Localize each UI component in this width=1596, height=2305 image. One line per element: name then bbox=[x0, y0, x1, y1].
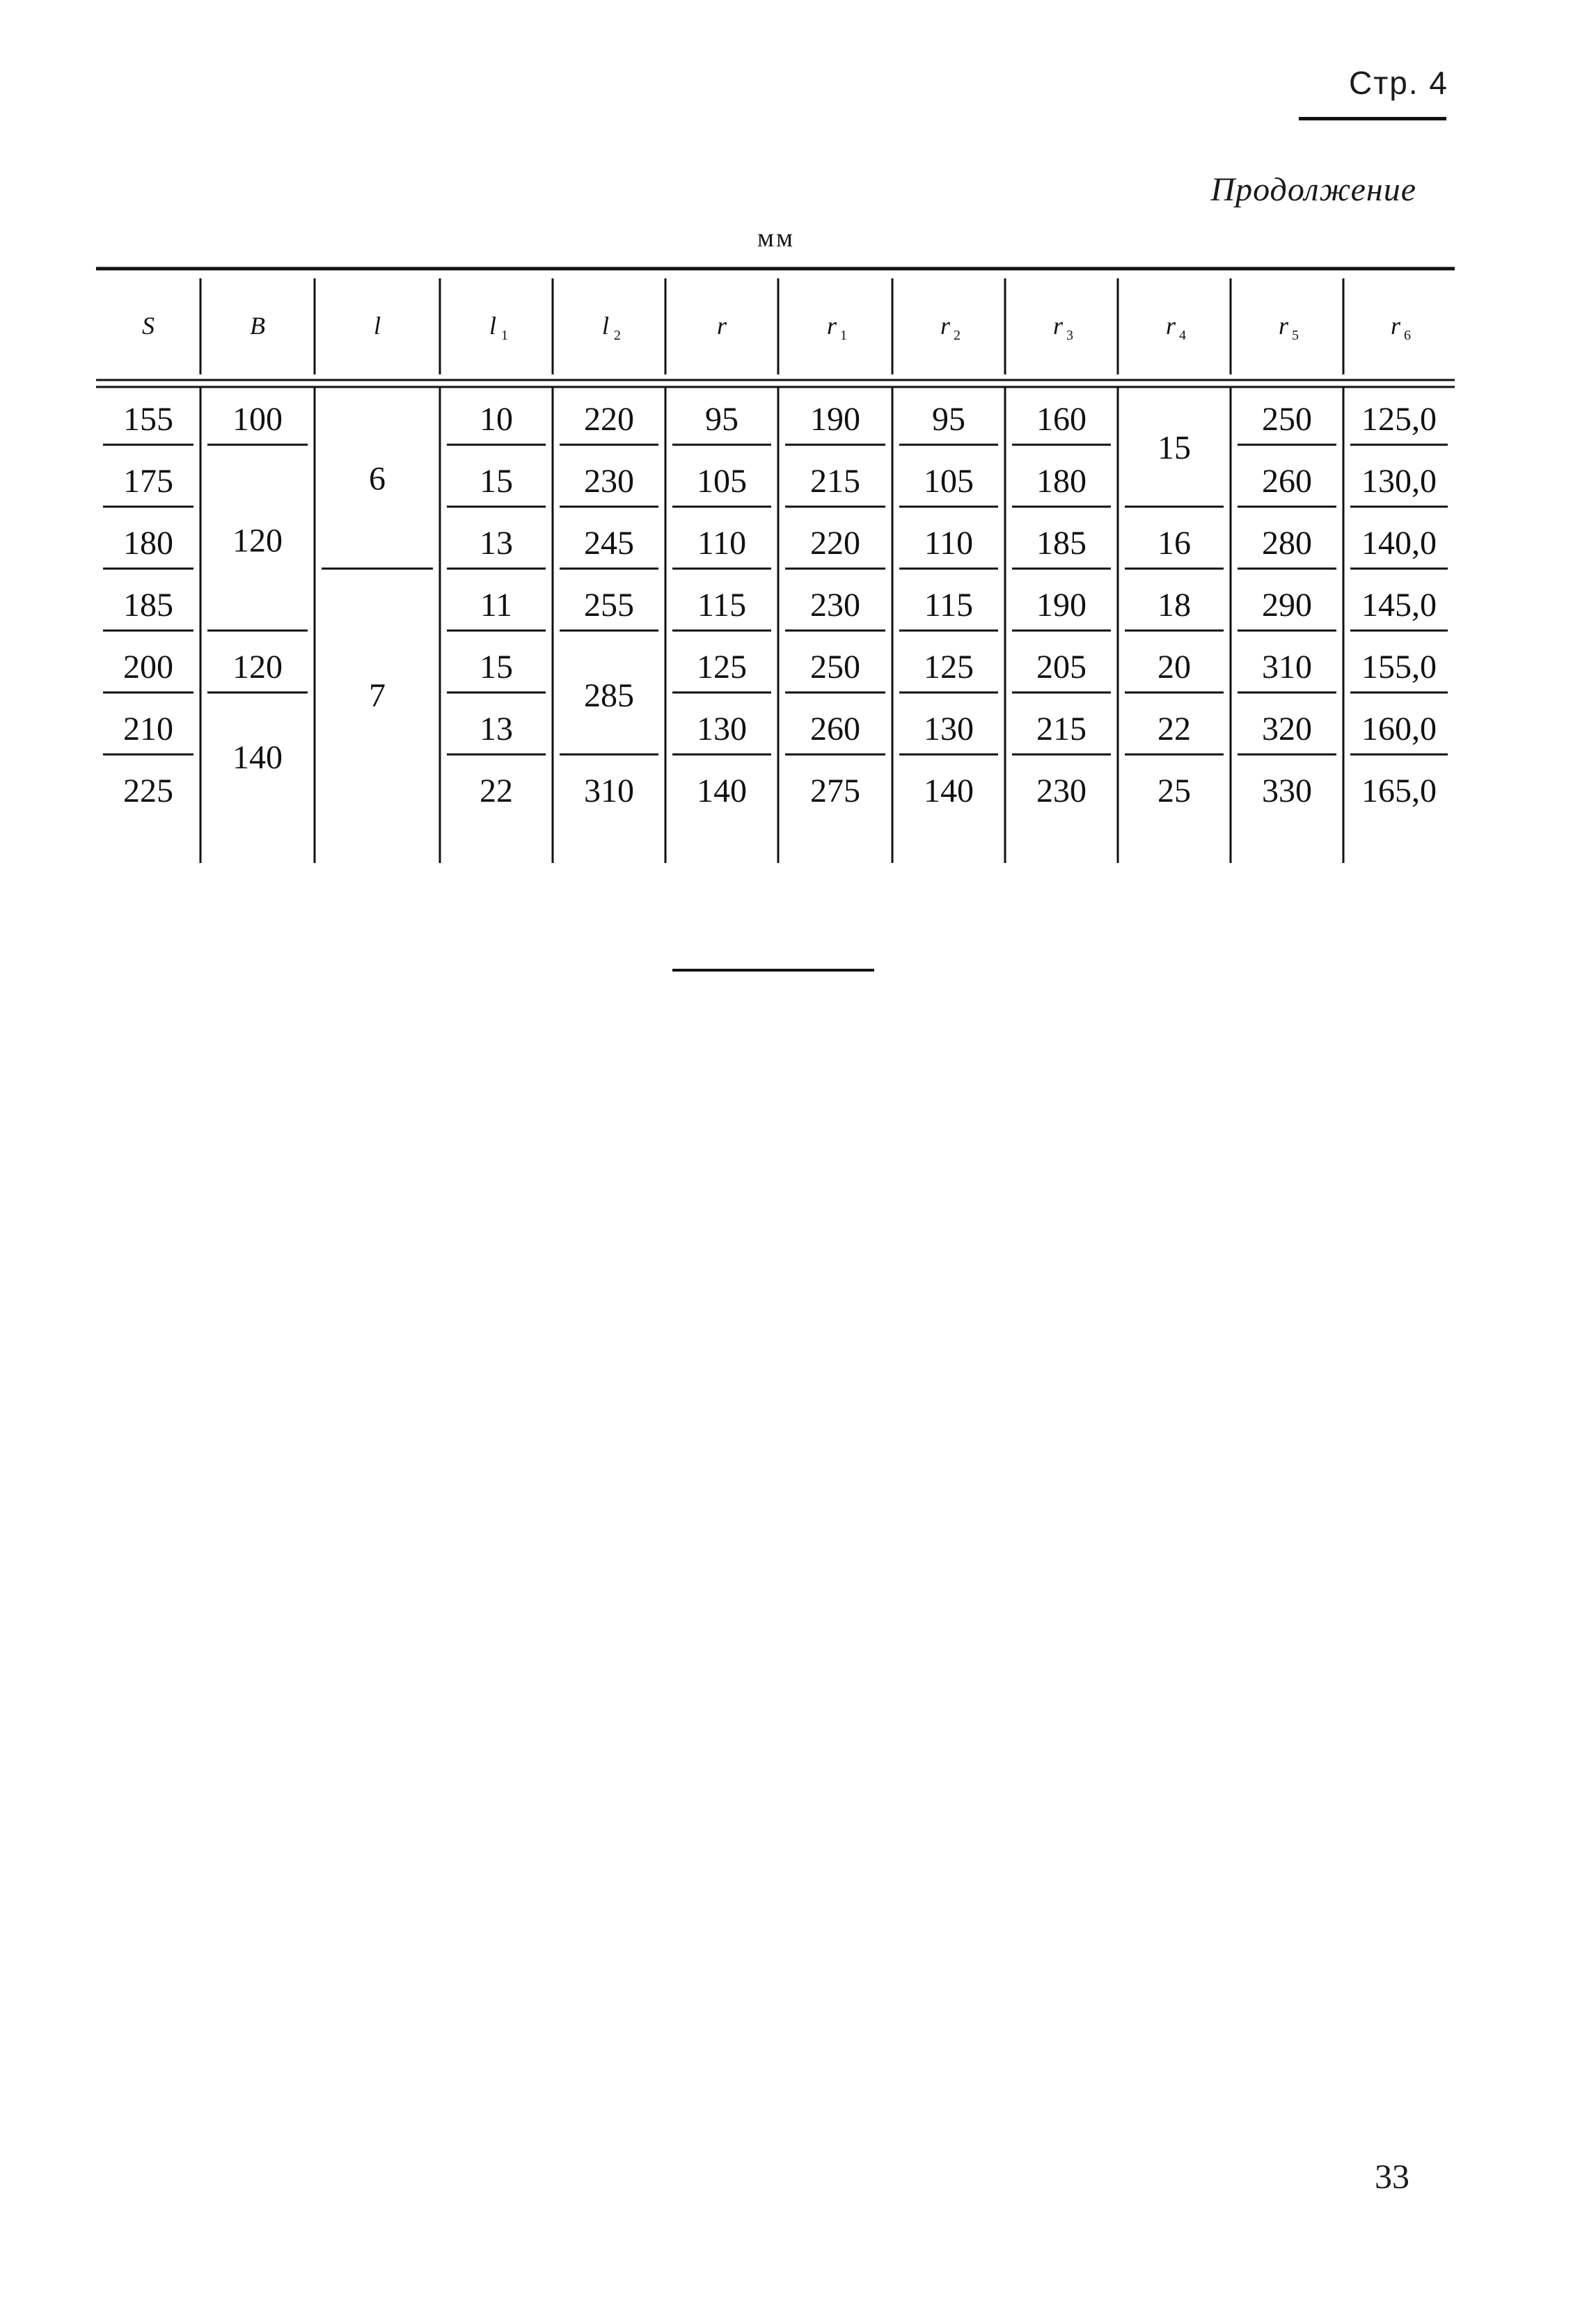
column-header: r bbox=[1165, 312, 1176, 340]
table-cell: 230 bbox=[1036, 773, 1087, 809]
table-cell: 140 bbox=[924, 773, 974, 809]
continuation-label: Продолжение bbox=[1210, 171, 1416, 208]
table-cell: 125 bbox=[924, 649, 974, 686]
column-header-subscript: 6 bbox=[1404, 328, 1411, 343]
table-cell: 320 bbox=[1262, 711, 1312, 747]
table-cell-merged: 120 bbox=[232, 522, 283, 560]
column-header: l bbox=[601, 312, 610, 340]
table-cell: 250 bbox=[1262, 401, 1312, 438]
table-cell: 15 bbox=[480, 463, 513, 500]
end-rule bbox=[672, 969, 874, 972]
table-cell: 145,0 bbox=[1361, 587, 1437, 624]
table-cell: 215 bbox=[810, 463, 860, 500]
table-cell: 290 bbox=[1262, 587, 1312, 624]
table-cell: 22 bbox=[1158, 711, 1191, 747]
table-cell: 130,0 bbox=[1361, 463, 1437, 500]
table-cell: 310 bbox=[1262, 649, 1312, 686]
table-cell: 100 bbox=[232, 401, 283, 438]
table-cell: 95 bbox=[932, 401, 965, 438]
table-cell: 175 bbox=[123, 463, 173, 500]
column-header: l bbox=[489, 312, 497, 340]
table-cell: 225 bbox=[123, 773, 173, 809]
table-cell: 130 bbox=[924, 711, 974, 747]
table-cell: 105 bbox=[924, 463, 974, 500]
table-cell: 180 bbox=[1036, 463, 1087, 500]
table-cell: 11 bbox=[480, 587, 513, 624]
table-cell: 215 bbox=[1036, 711, 1087, 747]
table-cell: 16 bbox=[1158, 525, 1191, 562]
table-cell: 105 bbox=[697, 463, 747, 500]
column-header-subscript: 3 bbox=[1066, 328, 1073, 343]
table-cell: 115 bbox=[924, 587, 974, 624]
table-cell: 110 bbox=[697, 525, 747, 562]
table-cell: 10 bbox=[480, 401, 513, 438]
table-cell: 160,0 bbox=[1361, 711, 1437, 747]
page-label: Стр. 4 bbox=[1348, 65, 1448, 101]
table-cell: 15 bbox=[480, 649, 513, 686]
column-header: r bbox=[716, 312, 727, 340]
table-cell-merged: 140 bbox=[232, 739, 283, 776]
table-cell: 120 bbox=[232, 649, 283, 686]
table-cell: 125,0 bbox=[1361, 401, 1437, 438]
table-cell: 185 bbox=[1036, 525, 1087, 562]
table-cell: 140,0 bbox=[1361, 525, 1437, 562]
table-cell: 160 bbox=[1036, 401, 1087, 438]
table-cell: 22 bbox=[480, 773, 513, 809]
column-header-subscript: 4 bbox=[1179, 328, 1186, 343]
column-header-subscript: 5 bbox=[1292, 328, 1299, 343]
column-header-subscript: 2 bbox=[614, 328, 621, 343]
table-cell-merged: 7 bbox=[369, 677, 386, 714]
table-cell: 230 bbox=[810, 587, 860, 624]
table-cell: 245 bbox=[584, 525, 634, 562]
table-cell: 330 bbox=[1262, 773, 1312, 809]
table-cell: 13 bbox=[480, 525, 513, 562]
table-cell: 255 bbox=[584, 587, 634, 624]
column-header: r bbox=[826, 312, 837, 340]
table-cell: 200 bbox=[123, 649, 173, 686]
column-header-subscript: 1 bbox=[501, 328, 508, 343]
table-cell: 18 bbox=[1158, 587, 1191, 624]
table-cell: 155,0 bbox=[1361, 649, 1437, 686]
table-cell: 165,0 bbox=[1361, 773, 1437, 809]
table-cell: 190 bbox=[1036, 587, 1087, 624]
table-cell: 20 bbox=[1158, 649, 1191, 686]
table-cell: 130 bbox=[697, 711, 747, 747]
page-label-underline bbox=[1299, 117, 1446, 120]
dimensions-table-grid bbox=[96, 264, 1455, 863]
table-cell: 310 bbox=[584, 773, 634, 809]
table-cell: 110 bbox=[924, 525, 974, 562]
table-cell: 125 bbox=[697, 649, 747, 686]
table-cell-merged: 15 bbox=[1158, 429, 1191, 466]
dimensions-table bbox=[96, 264, 1455, 863]
column-header: r bbox=[940, 312, 951, 340]
table-cell: 220 bbox=[810, 525, 860, 562]
column-header: r bbox=[1052, 312, 1064, 340]
table-cell: 260 bbox=[810, 711, 860, 747]
page-number: 33 bbox=[1375, 2157, 1409, 2196]
table-cell: 250 bbox=[810, 649, 860, 686]
column-header: S bbox=[142, 312, 155, 340]
unit-label: мм bbox=[757, 223, 796, 253]
table-cell-merged: 285 bbox=[584, 677, 634, 714]
column-header-subscript: 1 bbox=[840, 328, 847, 343]
table-cell: 13 bbox=[480, 711, 513, 747]
table-cell: 155 bbox=[123, 401, 173, 438]
table-cell: 280 bbox=[1262, 525, 1312, 562]
column-header: B bbox=[250, 312, 265, 340]
table-cell: 140 bbox=[697, 773, 747, 809]
table-cell: 115 bbox=[697, 587, 747, 624]
table-cell: 95 bbox=[705, 401, 738, 438]
table-cell: 230 bbox=[584, 463, 634, 500]
column-header-subscript: 2 bbox=[954, 328, 961, 343]
table-cell: 205 bbox=[1036, 649, 1087, 686]
table-cell: 210 bbox=[123, 711, 173, 747]
table-cell: 190 bbox=[810, 401, 860, 438]
column-header: l bbox=[373, 312, 381, 340]
table-cell: 275 bbox=[810, 773, 860, 809]
table-cell: 220 bbox=[584, 401, 634, 438]
table-cell: 260 bbox=[1262, 463, 1312, 500]
column-header: r bbox=[1390, 312, 1401, 340]
column-header: r bbox=[1278, 312, 1289, 340]
table-cell: 25 bbox=[1158, 773, 1191, 809]
table-cell: 180 bbox=[123, 525, 173, 562]
table-cell: 185 bbox=[123, 587, 173, 624]
table-cell-merged: 6 bbox=[369, 460, 386, 498]
